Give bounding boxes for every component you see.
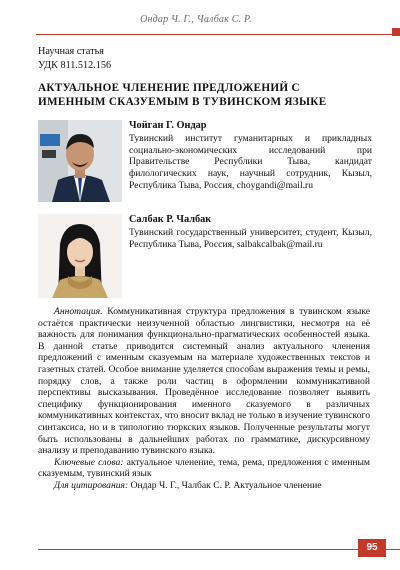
abstract-label: Аннотация.: [54, 306, 103, 317]
author-affiliation: Тувинский государственный университет, студент, Кызыл, Республика Тыва, Россия, salbakcalbak@mail.ru: [129, 227, 372, 250]
author-name: Салбак Р. Чалбак: [129, 214, 212, 225]
abstract-section: [38, 306, 370, 492]
udk-code: УДК 811.512.156: [38, 60, 112, 71]
article-type: Научная статья: [38, 46, 104, 57]
abstract-text: Коммуникативная структура предложения в тувинском языке остаётся практически неизученной областью лингвистики, несмотря на её важность для понимания функционально-прагматических особенностей языка. В данной статье приводится системный анализ актуального членения предложений с именным сказуемым на материале художественных текстов и газетных статей. Особое внимание уделяется способам выражения темы и ремы, порядку слов, а также роли частиц в оформлении коммуникативной перспективы высказывания. Проведённое исследование позволяет выявить специфику функционирования именного сказуемого в различных коммуникативных контекстах, что вносит вклад не только в изучение тувинского синтаксиса, но и в типологию тюркских языков. Полученные результаты могут быть использованы в дальнейших работах по грамматике, дискурсивному анализу и преподаванию тувинского языка.: [38, 306, 370, 457]
footer-rule: [38, 549, 400, 550]
author-photo-ondar: [38, 120, 122, 202]
keywords-label: Ключевые слова:: [54, 456, 124, 468]
citation-paragraph: [38, 480, 370, 492]
header-accent-mark: [392, 28, 400, 36]
abstract-paragraph: [38, 306, 370, 457]
citation-text: Ондар Ч. Г., Чалбак С. Р. Актуальное членение: [130, 479, 322, 491]
citation-label: Для цитирования:: [54, 479, 129, 491]
page-number: 95: [358, 539, 386, 557]
author-photo-chalbak: [38, 214, 122, 298]
author-name: Чойган Г. Ондар: [129, 120, 207, 131]
article-title: АКТУАЛЬНОЕ ЧЛЕНЕНИЕ ПРЕДЛОЖЕНИЙ С ИМЕННЫМ СКАЗУЕМЫМ В ТУВИНСКОМ ЯЗЫКЕ: [38, 82, 327, 108]
running-authors: Ондар Ч. Г., Чалбак С. Р.: [140, 14, 252, 25]
keywords-paragraph: [38, 457, 370, 480]
keywords-text: актуальное членение, тема, рема, предложения с именным сказуемым, тувинский язык: [38, 456, 370, 480]
author-ondar: [129, 120, 372, 192]
author-affiliation: Тувинский институт гуманитарных и прикладных социально-экономических исследований при Правительстве Республики Тыва, кандидат филологических наук, научный сотрудник, Кызыл, Республика Тыва, Россия, choygandi@mail.ru: [129, 133, 372, 191]
author-chalbak: [129, 214, 372, 250]
header-rule: [36, 34, 400, 35]
running-header: [0, 0, 400, 36]
